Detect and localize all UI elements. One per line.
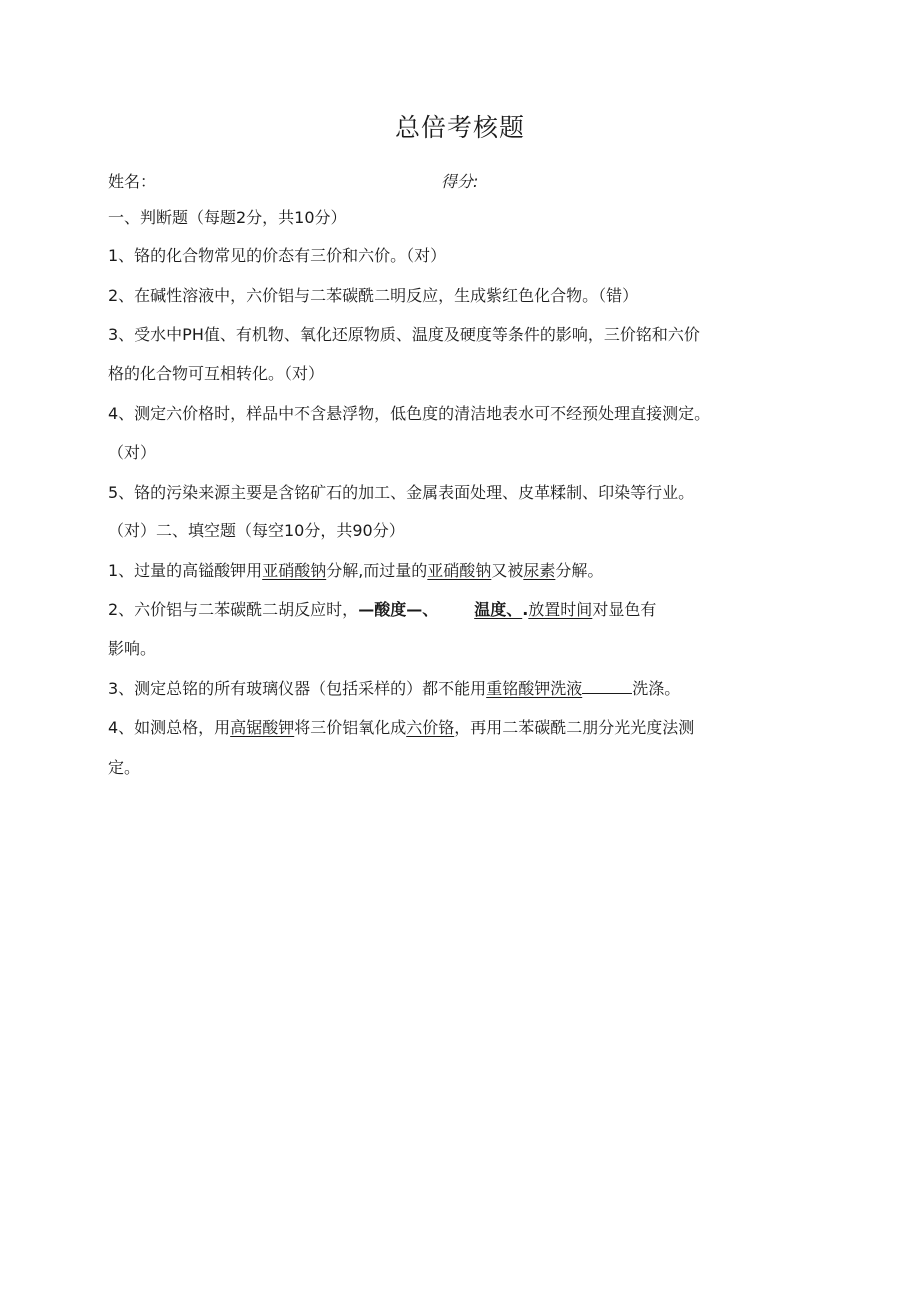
fill-1-text-a: 1、过量的高镒酸钾用	[108, 561, 263, 580]
question-4-line1: 4、测定六价格时，样品中不含悬浮物，低色度的清洁地表水可不经预处理直接测定。	[108, 404, 711, 423]
fill-4-text-a: 4、如测总格，用	[108, 718, 231, 737]
fill-2-text-a: 2、六价铝与二苯碳酰二胡反应时，	[108, 600, 359, 619]
fill-2-answer-b: 温度、	[474, 600, 523, 619]
fill-2-answer-c: 放置时间	[528, 600, 593, 619]
question-3-line1: 3、受水中PH值、有机物、氧化还原物质、温度及硬度等条件的影响，三价铭和六价	[108, 325, 700, 344]
question-3-line2: 格的化合物可互相转化。（对）	[108, 364, 325, 383]
fill-4-answer-a: 高锯酸钾	[230, 718, 295, 737]
fill-4-answer-b: 六价铬	[406, 718, 455, 737]
header-row	[108, 170, 156, 194]
question-5-line1: 5、铬的污染来源主要是含铭矿石的加工、金属表面处理、皮革糅制、印染等行业。	[108, 483, 695, 502]
fill-4-text-c: ，再用二苯碳酰二朋分光光度法测	[454, 718, 695, 737]
fill-question-1	[108, 559, 603, 583]
fill-3-blank-line	[582, 679, 632, 694]
question-4-line2: （对）	[108, 443, 157, 462]
fill-question-4	[108, 716, 694, 740]
fill-question-4-line2: 定。	[108, 758, 141, 777]
fill-1-answer-a: 亚硝酸钠	[262, 561, 327, 580]
fill-1-text-c: 又被	[491, 561, 524, 580]
score-label: 得分:	[441, 172, 479, 191]
fill-4-text-b: 将三价铝氧化成	[294, 718, 407, 737]
fill-question-3	[108, 677, 680, 701]
name-label: 姓名：	[108, 172, 157, 191]
fill-2-answer-a: —酸度—、	[358, 600, 439, 619]
question-5-line2: （对）二、填空题（每空10分，共90分）	[108, 521, 405, 540]
fill-3-text-b: 洗涤。	[632, 679, 681, 698]
fill-3-text-a: 3、测定总铭的所有玻璃仪器（包括采样的）都不能用	[108, 679, 487, 698]
section1-heading: 一、判断题（每题2分，共10分）	[108, 208, 347, 227]
fill-1-text-d: 分解。	[555, 561, 604, 580]
fill-1-answer-b: 亚硝酸钠	[427, 561, 492, 580]
question-2: 2、在碱性溶液中，六价铝与二苯碳酰二明反应，生成紫红色化合物。（错）	[108, 286, 639, 305]
fill-question-2	[108, 598, 656, 622]
fill-1-text-b: 分解,而过量的	[326, 561, 428, 580]
fill-2-text-b: .	[522, 600, 529, 619]
page-title: 总倍考核题	[394, 113, 525, 142]
fill-1-answer-c: 尿素	[523, 561, 556, 580]
question-1: 1、铬的化合物常见的价态有三价和六价。（对）	[108, 246, 447, 265]
fill-2-text-c: 对显色有	[592, 600, 657, 619]
fill-question-2-line2: 影响。	[108, 639, 157, 658]
fill-3-answer-a: 重铭酸钾洗液	[486, 679, 583, 698]
